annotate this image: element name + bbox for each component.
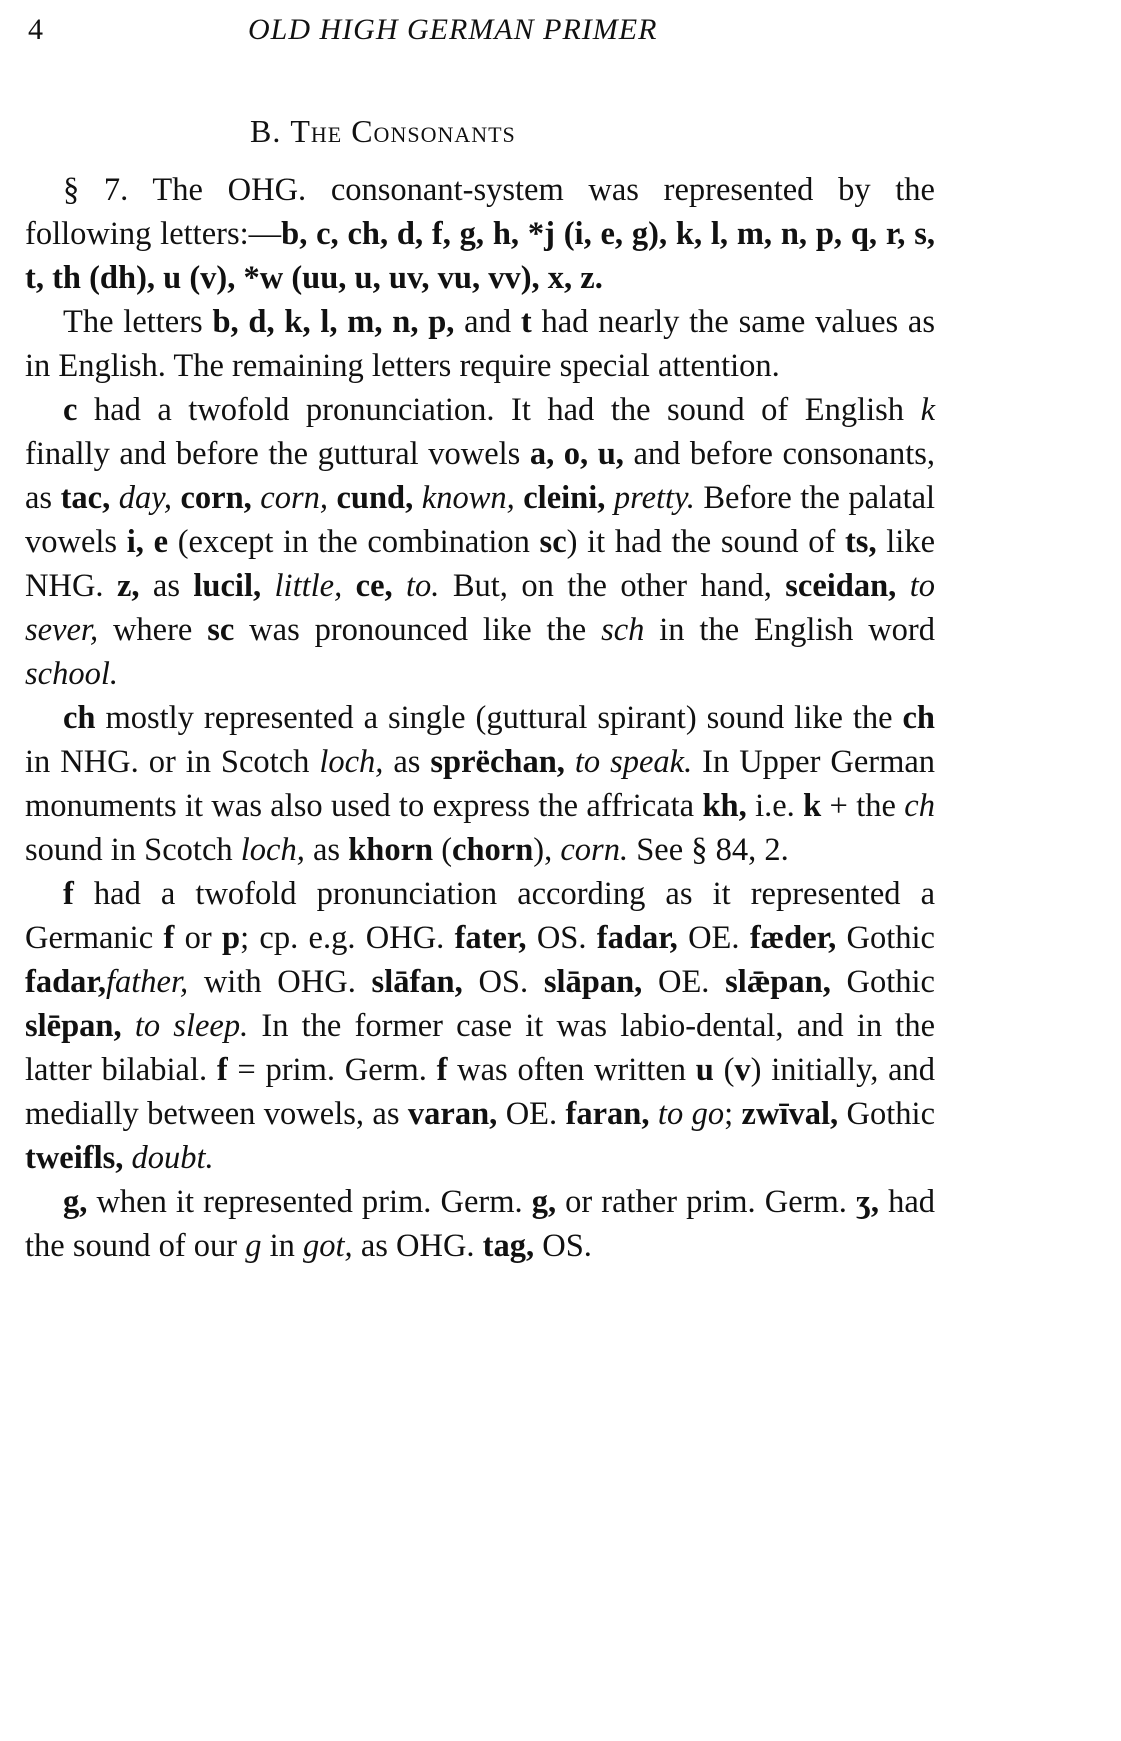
italic-gloss: sch [601,612,645,648]
bold-term: g, [63,1184,88,1220]
text-run: + the [821,788,905,824]
paragraph-ch [25,696,935,872]
bold-term: c [63,392,78,428]
bold-term: slǣpan, [725,964,831,1000]
bold-term: slāpan, [543,964,643,1000]
bold-term: f [63,876,74,912]
text-run [605,480,614,516]
text-run: ) initially, and medially between vowels, as [25,1052,935,1132]
section-title: The Consonants [290,113,516,149]
bold-term: sprëchan, [430,744,565,780]
italic-gloss: school. [25,656,118,692]
text-run [650,1096,658,1132]
page-number: 4 [28,13,43,46]
text-run: where [98,612,208,648]
italic-gloss: g [245,1228,262,1264]
bold-term: ch [63,700,96,736]
text-run: had a twofold pronunciation according as it represented a Germanic [25,876,935,956]
running-title: OLD HIGH GERMAN PRIMER [248,13,658,46]
bold-term: v [734,1052,751,1088]
text-run [413,480,422,516]
text-run: But, on the other hand, [439,568,786,604]
italic-gloss: little, [274,568,343,604]
italic-gloss: loch, [319,744,384,780]
bold-term: a, o, u, [529,436,624,472]
section-heading [250,113,516,150]
text-run [515,480,524,516]
text-run: when it represented prim. Germ. [87,1184,532,1220]
text-run: had a twofold pronunciation. It had the sound of English [77,392,921,428]
bold-term: fater, [454,920,527,956]
italic-gloss: k [920,392,935,428]
bold-term: tac, [60,480,111,516]
paragraph-c [25,388,935,696]
italic-gloss: corn. [560,832,629,868]
bold-term: p [221,920,241,956]
body-text [25,168,935,1268]
text-run: and before consonants, as [25,436,935,516]
text-run: Before the palatal vowels [25,480,936,560]
text-run [896,568,909,604]
text-run: ( [433,832,453,868]
bold-term: tag, [482,1228,535,1264]
italic-gloss: pretty. [613,480,695,516]
text-run: OS. [534,1228,592,1264]
text-run [342,568,355,604]
bold-term: f [216,1052,228,1088]
text-run: sound in Scotch [25,832,241,868]
paragraph-g [25,1180,935,1268]
bold-term: ch [902,700,935,736]
letter-list: b, c, ch, d, f, g, h, *j (i, e, g), k, l, m, n, p, q, r, s, t, th (dh), u (v), *w (uu, u, uv, vu, vv), x, z. [25,216,935,296]
text-run: OE. [497,1096,566,1132]
text-run: = prim. Germ. [227,1052,437,1088]
text-run: was pronounced like the [234,612,602,648]
section-letter: B. [250,113,282,149]
text-run: in [261,1228,304,1264]
text-run: See § 84, 2. [628,832,789,868]
text-run: ( [713,1052,735,1088]
bold-term: sc [207,612,235,648]
text-run: (except in the combination [168,524,540,560]
text-run: ; [724,1096,742,1132]
text-run: OS. [526,920,597,956]
text-run: Gothic [830,964,935,1000]
italic-gloss: to speak. [574,744,693,780]
bold-term: ʒ, [855,1184,879,1220]
paragraph-f [25,872,935,1180]
italic-gloss: day, [118,480,172,516]
text-run [565,744,575,780]
bold-term: faran, [565,1096,650,1132]
text-run [393,568,406,604]
text-run [122,1008,135,1044]
text-run [261,568,274,604]
italic-gloss: corn, [260,480,328,516]
bold-term: kh, [702,788,747,824]
text-run: and [454,304,521,340]
text-run: or [174,920,222,956]
text-run: ; cp. e.g. OHG. [240,920,455,956]
italic-gloss: got, [303,1228,353,1264]
bold-term: fadar, [596,920,678,956]
bold-term: fæder, [749,920,837,956]
bold-term: tweifls, [25,1140,124,1176]
bold-term: sceidan, [785,568,897,604]
bold-term: t [520,304,532,340]
text-run: like NHG. [25,524,935,604]
text-run: mostly represented a single (guttural spirant) sound like the [95,700,903,736]
text-run: ), [533,832,561,868]
text-run: § 7. The OHG. consonant-system was represented by the following letters:— [25,172,935,252]
text-run: In the former case it was labio-dental, and in the latter bilabial. [25,1008,936,1088]
text-run: as [383,744,431,780]
bold-term: sc [539,524,567,560]
paragraph-7 [25,168,935,300]
text-run: had nearly the same values as in English. The remaining letters require special attention. [25,304,935,384]
bold-term: chorn [452,832,534,868]
text-run: Gothic [838,1096,936,1132]
text-run: or rather prim. Germ. [556,1184,856,1220]
text-run: i.e. [746,788,804,824]
bold-term: fadar, [25,964,106,1000]
text-run: finally and before the guttural vowels [25,436,530,472]
text-run [110,480,119,516]
text-run: OE. [677,920,750,956]
bold-term: ce, [355,568,393,604]
bold-term: cund, [336,480,414,516]
italic-gloss: doubt. [131,1140,214,1176]
text-run: was often written [447,1052,696,1088]
text-run: In Upper German monuments it was also used to express the affricata [25,744,936,824]
bold-term: zwīval, [741,1096,839,1132]
bold-term: slēpan, [25,1008,122,1044]
bold-term: cleini, [523,480,606,516]
italic-gloss: loch, [240,832,305,868]
italic-gloss: ch [904,788,935,824]
text-run [123,1140,131,1176]
text-run: The letters [63,304,213,340]
text-run: ) it had the sound of [566,524,845,560]
bold-term: slāfan, [371,964,463,1000]
bold-term: z, [116,568,140,604]
italic-gloss: father, [105,964,189,1000]
text-run: OE. [642,964,726,1000]
bold-term: varan, [407,1096,498,1132]
text-run: OS. [462,964,544,1000]
bold-term: ts, [844,524,877,560]
text-run: with OHG. [188,964,372,1000]
italic-gloss: to sever, [25,568,935,648]
text-run [252,480,261,516]
italic-gloss: to. [406,568,440,604]
text-run: as OHG. [352,1228,483,1264]
page-header [28,10,1028,50]
bold-term: f [436,1052,448,1088]
text-run: in NHG. or in Scotch [25,744,320,780]
text-run: as [139,568,194,604]
bold-term: g, [531,1184,557,1220]
text-run: as [304,832,349,868]
text-run: in the English word [644,612,935,648]
italic-gloss: known, [421,480,515,516]
bold-term: lucil, [193,568,262,604]
bold-term: k [803,788,822,824]
text-run: had the sound of our [25,1184,935,1264]
italic-gloss: to go [657,1096,725,1132]
text-run: Gothic [836,920,935,956]
bold-term: b, d, k, l, m, n, p, [212,304,455,340]
bold-term: i, e [126,524,169,560]
bold-term: f [163,920,175,956]
bold-term: khorn [348,832,434,868]
bold-term: corn, [180,480,252,516]
bold-term: u [695,1052,714,1088]
italic-gloss: to sleep. [134,1008,249,1044]
paragraph-letters-same [25,300,935,388]
